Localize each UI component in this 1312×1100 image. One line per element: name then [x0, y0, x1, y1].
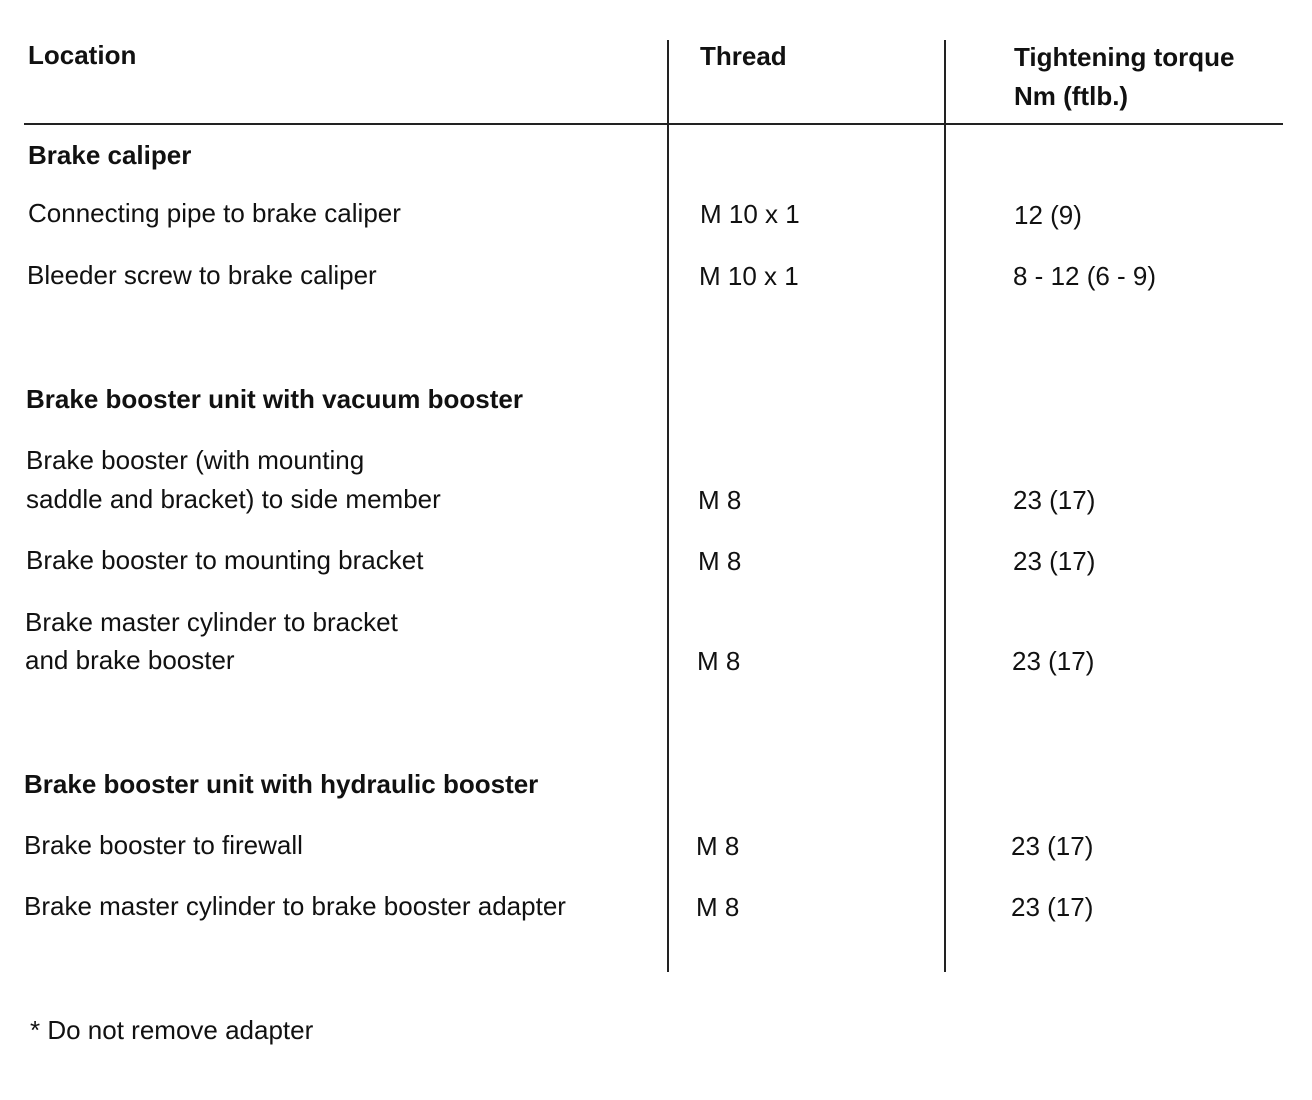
row-torque: 23 (17) [1013, 485, 1096, 515]
row-location: Brake booster to firewall [24, 830, 303, 860]
row-location-line1: Brake master cylinder to bracket [25, 607, 398, 637]
row-thread: M 8 [696, 892, 740, 922]
row-location: Brake master cylinder to brake booster adapter [24, 891, 566, 921]
header-torque-line2: Nm (ftlb.) [1014, 81, 1129, 111]
row-thread: M 8 [698, 485, 742, 515]
section-title-hydraulic-booster: Brake booster unit with hydraulic booster [24, 769, 539, 799]
row-location-line2: saddle and bracket) to side member [26, 484, 441, 514]
row-thread: M 8 [696, 831, 740, 861]
header-divider [24, 123, 1283, 125]
row-location-line2: and brake booster [25, 645, 235, 675]
row-torque: 12 (9) [1014, 200, 1082, 230]
header-torque-line1: Tightening torque [1014, 42, 1235, 72]
row-torque: 23 (17) [1012, 646, 1095, 676]
row-torque: 23 (17) [1011, 892, 1094, 922]
header-location: Location [28, 40, 137, 70]
footnote: * Do not remove adapter [30, 1015, 314, 1045]
row-thread: M 10 x 1 [700, 199, 800, 229]
row-torque: 8 - 12 (6 - 9) [1013, 261, 1157, 291]
row-thread: M 10 x 1 [699, 261, 799, 291]
row-location: Brake booster to mounting bracket [26, 545, 424, 575]
row-location: Bleeder screw to brake caliper [27, 260, 377, 290]
row-torque: 23 (17) [1011, 831, 1094, 861]
section-title-vacuum-booster: Brake booster unit with vacuum booster [26, 384, 523, 414]
column-divider-2 [944, 40, 946, 972]
row-thread: M 8 [697, 646, 741, 676]
row-location: Connecting pipe to brake caliper [28, 198, 401, 228]
row-torque: 23 (17) [1013, 546, 1096, 576]
section-title-brake-caliper: Brake caliper [28, 140, 192, 170]
column-divider-1 [667, 40, 669, 972]
row-thread: M 8 [698, 546, 742, 576]
row-location-line1: Brake booster (with mounting [26, 445, 365, 475]
header-thread: Thread [700, 41, 787, 71]
